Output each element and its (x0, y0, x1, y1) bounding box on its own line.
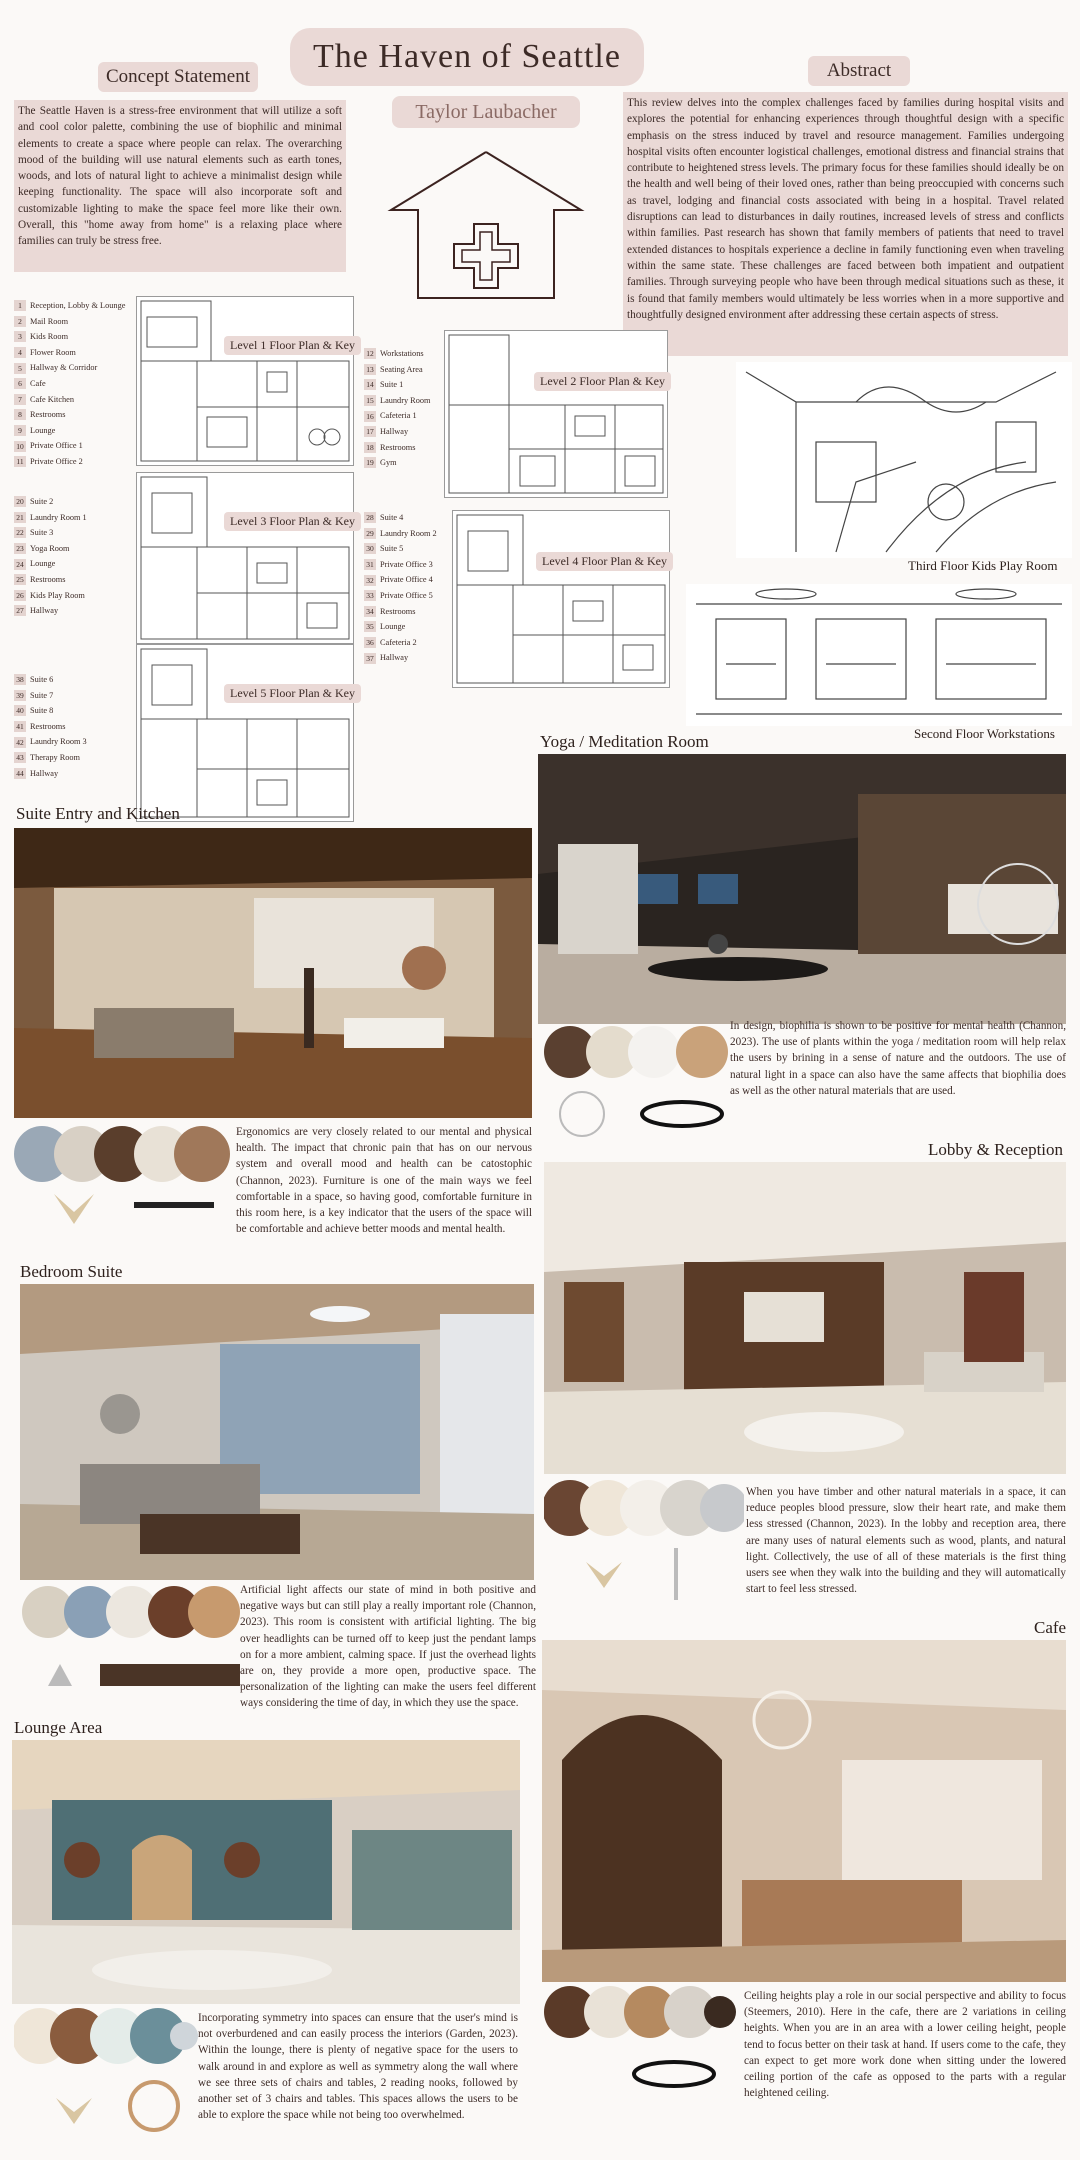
key-number: 11 (14, 456, 26, 467)
key-item (14, 556, 87, 572)
lobby-text: When you have timber and other natural materials in a space, it can reduce peoples blood pressure, slow their heart rate, and make them less stressed (Channon, 2023). In the lobby and reception area, there are many uses of natural elements such as wood, plants, and natural light. Collectively, the use of all of these materials is the first thing users see when they walk into the building and they will automatically start to feel less stressed. (746, 1486, 1066, 1596)
key-label: Laundry Room 3 (30, 737, 87, 747)
key-number: 26 (14, 590, 26, 601)
key-number: 36 (364, 637, 376, 648)
key-label: Yoga Room (30, 543, 70, 553)
key-item (14, 298, 125, 314)
key-item (364, 346, 430, 362)
key-label: Cafeteria 1 (380, 411, 417, 421)
key-number: 10 (14, 441, 26, 452)
key-label: Suite 5 (380, 544, 404, 554)
key-number: 16 (364, 411, 376, 422)
key-number: 31 (364, 559, 376, 570)
key-label: Private Office 3 (380, 559, 433, 569)
key-item (14, 703, 87, 719)
key-label: Flower Room (30, 347, 76, 357)
key-label: Kids Play Room (30, 590, 85, 600)
concept-statement: The Seattle Haven is a stress-free environment that will utilize a soft and cool color palette, combining the use of biophilic and minimal elements to create a space where people can relax. The overarching mood of the building will use natural elements such as earth tones, woods, and lots of natural light to achieve a minimalist design while keeping functionality. The space will also incorporate soft and customizable lighting to make the space feel more like their own. Overall, this "home away from home" is a relaxing place where families can truly be stress free. (14, 100, 346, 272)
key-number: 39 (14, 690, 26, 701)
key-number: 21 (14, 512, 26, 523)
author-name: Taylor Laubacher (392, 96, 580, 128)
cafe-text: Ceiling heights play a role in our social perspective and ability to focus (Steemers, 2010). Here in the cafe, there are 2 variations in ceiling heights. When you are in an area with a lower ceiling height, people tend to focus better on their task at hand. If users come to the cafe, they can expect to get more work done when sitting under the lowered ceiling portion of the cafe as opposed to the parts with a regular heightened ceiling. (744, 1990, 1066, 2100)
key-number: 12 (364, 348, 376, 359)
key-number: 20 (14, 496, 26, 507)
key-item (14, 360, 125, 376)
key-number: 40 (14, 705, 26, 716)
level-2-floor-plan (444, 330, 668, 498)
yoga-text: In design, biophilia is shown to be positive for mental health (Channon, 2023). The use of plants within the yoga / meditation room will help relax the users by brining in a sense of nature and the outdoors. The use of natural light in a space can also have the same affects that biophilia does as well as the other natural materials that are used. (730, 1020, 1066, 1097)
key-item (14, 345, 125, 361)
key-item (364, 362, 430, 378)
key-item (364, 526, 437, 542)
key-number: 28 (364, 512, 376, 523)
key-label: Hallway (30, 606, 59, 616)
key-item (14, 688, 87, 704)
page-title: The Haven of Seattle (290, 28, 644, 86)
key-item (14, 541, 87, 557)
level-4-label: Level 4 Floor Plan & Key (536, 552, 673, 571)
key-number: 23 (14, 543, 26, 554)
kids-play-room-sketch (736, 362, 1072, 558)
key-item (14, 454, 125, 470)
key-label: Laundry Room 1 (30, 512, 87, 522)
bedroom-heading: Bedroom Suite (20, 1262, 123, 1281)
key-item (364, 510, 437, 526)
key-label: Suite 6 (30, 675, 54, 684)
key-number: 8 (14, 409, 26, 420)
key-number: 17 (364, 426, 376, 437)
key-item (364, 424, 430, 440)
yoga-room-render (538, 754, 1066, 1024)
lounge-material-board (14, 2006, 198, 2136)
key-label: Private Office 2 (30, 456, 83, 466)
key-label: Laundry Room (380, 395, 431, 405)
key-label: Kids Room (30, 332, 69, 342)
key-label: Private Office 4 (380, 575, 433, 585)
suite-entry-render (14, 828, 532, 1118)
level-2-key (364, 346, 430, 471)
key-number: 3 (14, 331, 26, 342)
key-item (14, 438, 125, 454)
key-label: Hallway & Corridor (30, 363, 98, 373)
key-label: Cafe (30, 378, 46, 388)
key-item (364, 440, 430, 456)
level-4-floor-plan (452, 510, 670, 688)
key-item (14, 392, 125, 408)
key-number: 32 (364, 575, 376, 586)
key-number: 24 (14, 559, 26, 570)
key-label: Laundry Room 2 (380, 528, 437, 538)
key-label: Suite 8 (30, 706, 54, 716)
bedroom-suite-render (20, 1284, 534, 1580)
house-logo-icon (386, 146, 586, 304)
key-item (14, 423, 125, 439)
key-item (14, 588, 87, 604)
key-item (364, 619, 437, 635)
key-item (14, 672, 87, 688)
level-1-key (14, 298, 125, 470)
key-item (364, 650, 437, 666)
key-number: 38 (14, 674, 26, 685)
key-item (14, 510, 87, 526)
level-5-key (14, 672, 87, 781)
key-number: 37 (364, 653, 376, 664)
key-number: 25 (14, 574, 26, 585)
key-number: 1 (14, 300, 26, 311)
key-item (14, 572, 87, 588)
key-label: Lounge (30, 559, 56, 569)
abstract-heading: Abstract (808, 56, 910, 86)
key-label: Suite 2 (30, 497, 54, 506)
key-number: 4 (14, 347, 26, 358)
key-number: 42 (14, 737, 26, 748)
bedroom-text: Artificial light affects our state of mind in both positive and negative ways but can still play a really important role (Channon, 2023). This room is consistent with artificial lighting. The big over headlights can be turned off to keep just the pendant lamps on for a more ambient, calming space. If just the overhead lights are on, they provide a more open, productive space. The personalization of the lighting can make the users feel different ways considering the time of day, in which they use the space. (240, 1584, 536, 1710)
workstations-sketch-caption: Second Floor Workstations (914, 726, 1055, 741)
key-number: 34 (364, 606, 376, 617)
key-number: 29 (364, 528, 376, 539)
key-label: Seating Area (380, 364, 423, 374)
key-label: Restrooms (30, 574, 66, 584)
key-label: Gym (380, 458, 397, 468)
lobby-heading: Lobby & Reception (928, 1140, 1064, 1159)
key-number: 2 (14, 316, 26, 327)
key-item (364, 588, 437, 604)
yoga-material-board (542, 1026, 742, 1146)
key-number: 41 (14, 721, 26, 732)
key-number: 7 (14, 394, 26, 405)
concept-heading: Concept Statement (98, 62, 258, 92)
key-label: Reception, Lobby & Lounge (30, 301, 126, 310)
key-number: 44 (14, 768, 26, 779)
lounge-render (12, 1740, 520, 2004)
key-label: Suite 4 (380, 513, 404, 522)
level-2-label: Level 2 Floor Plan & Key (534, 372, 671, 391)
key-item (364, 557, 437, 573)
suite-material-board (14, 1124, 234, 1244)
key-item (14, 376, 125, 392)
level-1-label: Level 1 Floor Plan & Key (224, 336, 361, 355)
level-5-floor-plan (136, 644, 354, 822)
key-number: 33 (364, 590, 376, 601)
key-item (14, 314, 125, 330)
key-number: 27 (14, 605, 26, 616)
level-3-floor-plan (136, 472, 354, 644)
key-item (14, 525, 87, 541)
level-1-floor-plan (136, 296, 354, 466)
key-item (364, 455, 430, 471)
bedroom-material-board (20, 1584, 244, 1714)
key-number: 15 (364, 395, 376, 406)
key-label: Restrooms (30, 721, 66, 731)
key-number: 9 (14, 425, 26, 436)
cafe-heading: Cafe (1034, 1618, 1067, 1637)
level-3-label: Level 3 Floor Plan & Key (224, 512, 361, 531)
key-label: Therapy Room (30, 752, 81, 762)
suite-text: Ergonomics are very closely related to our mental and physical health. The impact that chronic pain that has on our nervous system and overall mood and health can be catostophic (Channon, 2023). Furniture is one of the main ways we feel comfortable in a space, so having good, comfortable furniture in this room here, is a key indicator that the users of the space will be comfortable and achieve better moods and mental health. (236, 1126, 532, 1236)
key-item (364, 572, 437, 588)
key-item (14, 603, 87, 619)
abstract-text: This review delves into the complex challenges faced by families during hospital visits and explores the potential for enhancing experiences through thoughtful design with a specific emphasis on the stress induced by travel and resource management. Families undergoing hospital visits often encounter logistical challenges, emotional distress and financial strains that contribute to heightened stress levels. The primary focus for these families should ideally be on the health and well being of their loved ones, rather than being preoccupied with concerns such as travel, lodging and financial costs associated with being in a hospital. Travel related disruptions can lead to disturbances in daily routines, increased levels of stress and conflicts within families. Past research has shown that family members of patients that need to travel extended distances to hospitals experience a decline in family functioning even when traveling within the same state. These challenges are faced between both impatient and outpatient families. Through surveying people who have been through medical situations such as these, it is found that family members would ultimately be less worries when in a more supportive and thoughtfully designed environment after addressing these certain aspects of stress. (623, 92, 1068, 356)
key-number: 18 (364, 442, 376, 453)
key-number: 13 (364, 364, 376, 375)
key-number: 30 (364, 543, 376, 554)
lobby-material-board (544, 1478, 744, 1604)
key-item (364, 604, 437, 620)
key-number: 22 (14, 527, 26, 538)
key-item (14, 734, 87, 750)
key-label: Suite 3 (30, 528, 54, 538)
key-item (14, 329, 125, 345)
key-number: 6 (14, 378, 26, 389)
key-item (364, 408, 430, 424)
key-label: Lounge (30, 425, 56, 435)
key-item (14, 719, 87, 735)
level-3-key (14, 494, 87, 619)
suite-heading: Suite Entry and Kitchen (16, 804, 180, 823)
key-number: 43 (14, 752, 26, 763)
key-label: Lounge (380, 622, 406, 632)
key-label: Hallway (380, 426, 409, 436)
workstations-sketch (686, 584, 1072, 726)
key-item (14, 766, 87, 782)
cafe-material-board (544, 1984, 736, 2104)
key-item (14, 494, 87, 510)
key-item (14, 750, 87, 766)
cafe-render (542, 1640, 1066, 1982)
lounge-text: Incorporating symmetry into spaces can ensure that the user's mind is not overburdened and can easily process the interiors (Garden, 2023). Within the lounge, there is plenty of negative space for the users to walk around in and explore as well as symmetry along the wall where we see three sets of chairs and tables, 2 reading nooks, followed by another set of 3 chairs and tables. This spaces allows the users to be able to explore the space while not being too overwhelmed. (198, 2012, 518, 2122)
key-number: 5 (14, 363, 26, 374)
key-label: Suite 1 (380, 380, 404, 390)
level-5-label: Level 5 Floor Plan & Key (224, 684, 361, 703)
key-item (364, 635, 437, 651)
lounge-heading: Lounge Area (14, 1718, 103, 1737)
key-item (364, 393, 430, 409)
key-label: Private Office 5 (380, 590, 433, 600)
key-number: 19 (364, 457, 376, 468)
key-number: 14 (364, 379, 376, 390)
key-item (364, 377, 430, 393)
level-4-key (364, 510, 437, 666)
key-item (14, 407, 125, 423)
key-label: Cafe Kitchen (30, 394, 75, 404)
key-label: Hallway (30, 768, 59, 778)
key-label: Workstations (380, 349, 424, 358)
key-item (364, 541, 437, 557)
key-label: Restrooms (380, 606, 416, 616)
yoga-heading: Yoga / Meditation Room (540, 732, 709, 751)
key-label: Cafeteria 2 (380, 637, 417, 647)
key-label: Hallway (380, 653, 409, 663)
key-label: Restrooms (30, 410, 66, 420)
kids-sketch-caption: Third Floor Kids Play Room (908, 558, 1058, 573)
lobby-render (544, 1162, 1066, 1474)
key-label: Restrooms (380, 442, 416, 452)
key-label: Suite 7 (30, 690, 54, 700)
key-label: Mail Room (30, 316, 69, 326)
key-number: 35 (364, 621, 376, 632)
key-label: Private Office 1 (30, 441, 83, 451)
